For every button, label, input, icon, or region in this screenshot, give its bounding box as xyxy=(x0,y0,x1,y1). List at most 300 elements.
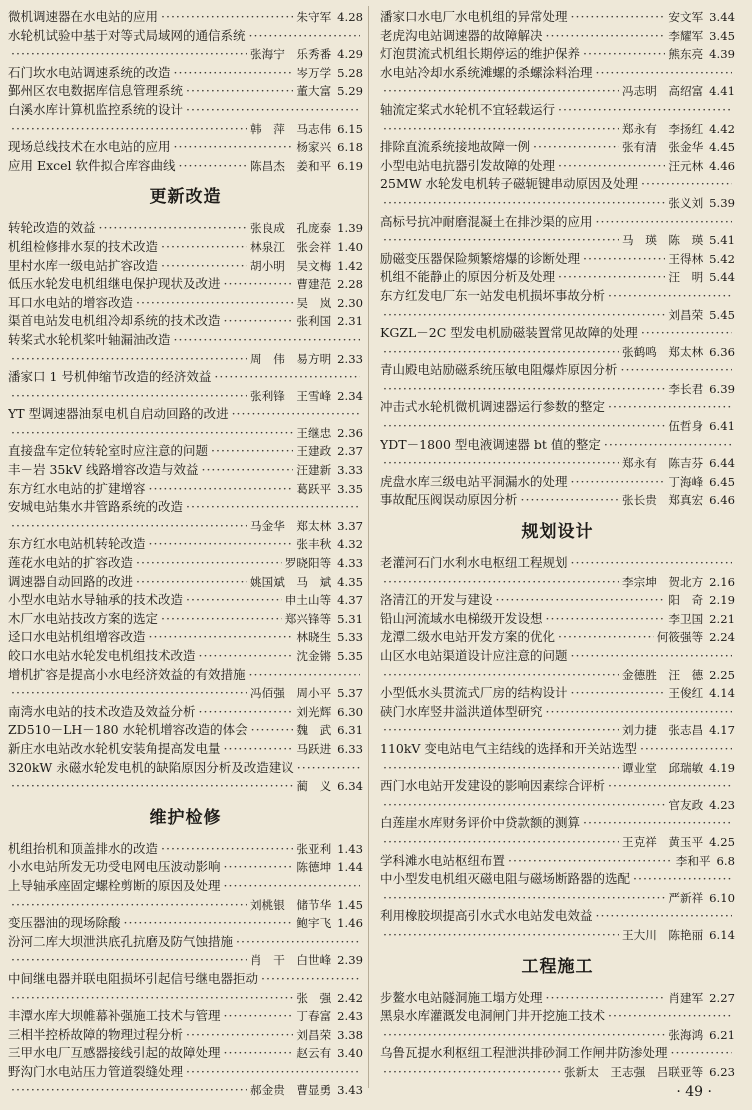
entry-title-line xyxy=(380,213,735,232)
entry-title: 老灌河石门水利水电枢纽工程规划 xyxy=(380,555,568,571)
dot-leader xyxy=(11,777,293,796)
dot-leader xyxy=(186,101,360,120)
dot-leader xyxy=(161,238,247,257)
entry-page: 6.21 xyxy=(709,1027,735,1042)
dot-leader xyxy=(249,666,360,685)
dot-leader xyxy=(608,1007,732,1026)
entry-title: 110kV 变电站电气主结线的选择和开关站选型 xyxy=(380,740,637,756)
dot-leader xyxy=(546,703,732,722)
dot-leader xyxy=(383,1063,561,1082)
entry-authors: 王克祥 黄玉平 xyxy=(622,834,704,849)
dot-leader xyxy=(608,398,732,417)
entry-credit-line xyxy=(8,350,363,369)
entry-page: 2.27 xyxy=(709,990,735,1005)
entry-authors: 何筱强等 xyxy=(656,630,704,645)
dot-leader xyxy=(383,889,665,908)
entry-title: 洛清江的开发与建设 xyxy=(380,592,493,608)
toc-entry xyxy=(380,268,735,287)
entry-title-line xyxy=(380,647,735,666)
entry-authors: 李长君 xyxy=(668,381,704,396)
entry-authors: 刘昌荣 xyxy=(668,307,704,322)
entry-page: 6.45 xyxy=(709,474,735,489)
entry-page: 2.36 xyxy=(337,425,363,440)
entry-credit-line xyxy=(380,231,735,250)
dot-leader xyxy=(224,877,360,896)
entry-page: 4.14 xyxy=(709,686,735,701)
toc-entry xyxy=(380,213,735,250)
toc-entry xyxy=(8,703,363,722)
toc-entry xyxy=(380,1007,735,1044)
toc-entry xyxy=(380,287,735,324)
dot-leader xyxy=(11,989,293,1008)
entry-page: 3.33 xyxy=(337,463,363,478)
dot-leader xyxy=(496,591,666,610)
dot-leader xyxy=(174,331,360,350)
entry-title-line xyxy=(380,777,735,796)
entry-title: 安城电站集水井管路系统的改造 xyxy=(8,499,184,515)
entry-line xyxy=(380,610,735,629)
dot-leader xyxy=(558,101,732,120)
dot-leader xyxy=(383,82,619,101)
entry-authors: 杨家兴 xyxy=(296,140,332,155)
entry-title-line xyxy=(8,368,363,387)
entry-title: 小型低水头贯流式厂房的结构设计 xyxy=(380,685,568,701)
entry-page: 5.45 xyxy=(709,307,735,322)
entry-credit-line xyxy=(380,343,735,362)
entry-title: 铅山河流域水电梯级开发设想 xyxy=(380,610,543,626)
toc-entry xyxy=(8,1026,363,1045)
toc-entry xyxy=(8,294,363,313)
right-column xyxy=(380,8,735,1081)
entry-authors: 伍哲身 xyxy=(668,419,704,434)
dot-leader xyxy=(199,703,294,722)
toc-entry xyxy=(8,858,363,877)
toc-entry xyxy=(8,1044,363,1063)
dot-leader xyxy=(11,951,247,970)
entry-page: 2.43 xyxy=(337,1009,363,1024)
toc-entry xyxy=(8,666,363,703)
entry-page: 6.30 xyxy=(337,704,363,719)
entry-page: 4.23 xyxy=(709,797,735,812)
entry-page: 6.44 xyxy=(709,456,735,471)
dot-leader xyxy=(596,64,732,83)
entry-line xyxy=(8,219,363,238)
entry-line xyxy=(8,442,363,461)
entry-title: 机组抬机和顶盖排水的改造 xyxy=(8,840,159,856)
entry-authors: 谭业堂 邱瑞敏 xyxy=(622,760,704,775)
dot-leader xyxy=(224,740,294,759)
entry-line xyxy=(380,684,735,703)
toc-entry xyxy=(380,628,735,647)
entry-title-line xyxy=(380,740,735,759)
page-number: · 49 · xyxy=(676,1084,712,1100)
dot-leader xyxy=(571,473,666,492)
entry-line xyxy=(8,1007,363,1026)
toc-entry xyxy=(380,684,735,703)
entry-line xyxy=(380,250,735,269)
entry-page: 4.46 xyxy=(709,158,735,173)
entry-title: KGZL－2C 型发电机励磁装置常见故障的处理 xyxy=(380,325,638,341)
entry-page: 2.42 xyxy=(337,990,363,1005)
dot-leader xyxy=(249,27,360,46)
entry-line xyxy=(8,647,363,666)
dot-leader xyxy=(161,840,293,859)
entry-title-line xyxy=(380,870,735,889)
entry-title-line xyxy=(8,101,363,120)
toc-entry xyxy=(8,1063,363,1100)
entry-page: 6.41 xyxy=(709,419,735,434)
dot-leader xyxy=(11,387,247,406)
entry-page: 5.41 xyxy=(709,233,735,248)
entry-authors: 冯志明 高绍富 xyxy=(622,84,704,99)
entry-credit-line xyxy=(380,721,735,740)
entry-page: 5.29 xyxy=(337,84,363,99)
toc-entry xyxy=(8,331,363,368)
toc-entry xyxy=(8,64,363,83)
entry-line xyxy=(8,294,363,313)
dot-leader xyxy=(571,8,666,27)
entry-title: 320kW 永磁水轮发电机的缺陷原因分析及改造建议 xyxy=(8,759,294,775)
entry-line xyxy=(380,628,735,647)
dot-leader xyxy=(174,138,294,157)
entry-line xyxy=(8,257,363,276)
entry-title: 西门水电站开发建设的影响因素综合评析 xyxy=(380,778,606,794)
dot-leader xyxy=(11,1081,247,1100)
entry-title: 小型水电站水导轴承的技术改造 xyxy=(8,592,184,608)
entry-authors: 韩 萍 马志伟 xyxy=(250,121,332,136)
dot-leader xyxy=(149,535,294,554)
dot-leader xyxy=(224,275,294,294)
dot-leader xyxy=(596,907,732,926)
dot-leader xyxy=(583,814,732,833)
section-heading: 更新改造 xyxy=(149,187,222,208)
entry-line xyxy=(8,312,363,331)
dot-leader xyxy=(571,554,732,573)
entry-title: 潘家口 1 号机伸缩节改造的经济效益 xyxy=(8,369,212,385)
entry-title-line xyxy=(380,324,735,343)
entry-authors: 曹建范 xyxy=(296,277,332,292)
dot-leader xyxy=(383,306,665,325)
entry-line xyxy=(8,1044,363,1063)
entry-credit-line xyxy=(380,759,735,778)
entry-title: 25MW 水轮发电机转子磁轭键串动原因及处理 xyxy=(380,176,639,192)
toc-entry xyxy=(380,1044,735,1081)
entry-title: 南湾水电站的技术改造及效益分析 xyxy=(8,703,196,719)
entry-authors: 张丰秋 xyxy=(296,537,332,552)
entry-credit-line xyxy=(8,951,363,970)
entry-credit-line xyxy=(8,1081,363,1100)
entry-page: 2.28 xyxy=(337,277,363,292)
entry-page: 4.17 xyxy=(709,723,735,738)
entry-authors: 张良成 孔庞泰 xyxy=(250,221,332,236)
entry-page: 4.25 xyxy=(709,834,735,849)
entry-page: 6.23 xyxy=(709,1064,735,1079)
entry-authors: 肖建军 xyxy=(668,990,704,1005)
entry-title: 应用 Excel 软件拟合库容曲线 xyxy=(8,157,176,173)
entry-credit-line xyxy=(380,889,735,908)
dot-leader xyxy=(596,213,732,232)
dot-leader xyxy=(11,350,247,369)
entry-title: 三相半控桥故障的物理过程分析 xyxy=(8,1026,184,1042)
dot-leader xyxy=(124,914,294,933)
dot-leader xyxy=(558,628,654,647)
entry-credit-line xyxy=(380,82,735,101)
toc-entry xyxy=(380,398,735,435)
dot-leader xyxy=(136,294,293,313)
dot-leader xyxy=(571,647,732,666)
entry-title: 鄞州区农电数据库信息管理系统 xyxy=(8,83,184,99)
entry-line xyxy=(8,238,363,257)
entry-line xyxy=(8,480,363,499)
dot-leader xyxy=(161,257,247,276)
entry-title: 上导轴承座固定螺栓剪断的原因及处理 xyxy=(8,877,221,893)
toc-entry xyxy=(8,368,363,405)
entry-authors: 郑永有 陈吉芬 xyxy=(622,456,704,471)
entry-title: 耳口水电站的增容改造 xyxy=(8,294,134,310)
toc-entry xyxy=(380,740,735,777)
entry-authors: 郑兴锋等 xyxy=(284,611,332,626)
toc-entry xyxy=(8,238,363,257)
entry-line xyxy=(8,628,363,647)
entry-line xyxy=(8,64,363,83)
entry-authors: 汪 明 xyxy=(668,270,704,285)
entry-line xyxy=(380,491,735,510)
dot-leader xyxy=(251,721,294,740)
entry-authors: 葛跃平 xyxy=(296,481,332,496)
dot-leader xyxy=(11,517,247,536)
entry-page: 1.40 xyxy=(337,239,363,254)
toc-entry xyxy=(8,8,363,27)
dot-leader xyxy=(558,268,665,287)
dot-leader xyxy=(583,250,665,269)
entry-title-line xyxy=(380,398,735,417)
entry-authors: 丁海峰 xyxy=(668,474,704,489)
entry-title: YDT－1800 型电液调速器 bt 值的整定 xyxy=(380,436,601,452)
entry-title: 变压器油的现场除酸 xyxy=(8,915,121,931)
dot-leader xyxy=(383,926,619,945)
entry-authors: 张 强 xyxy=(296,990,332,1005)
entry-title: 现场总线技术在水电站的应用 xyxy=(8,139,171,155)
entry-credit-line xyxy=(8,120,363,139)
entry-title-line xyxy=(380,436,735,455)
entry-page: 4.37 xyxy=(337,593,363,608)
toc-entry xyxy=(8,312,363,331)
entry-page: 6.18 xyxy=(337,140,363,155)
toc-entry xyxy=(8,535,363,554)
entry-credit-line xyxy=(380,306,735,325)
entry-title: 转桨式水轮机桨叶轴漏油改造 xyxy=(8,331,171,347)
dot-leader xyxy=(383,666,619,685)
entry-title: 利用橡胶坝提高引水式水电站发电效益 xyxy=(380,908,593,924)
entry-authors: 陈昌杰 姜和平 xyxy=(250,158,332,173)
entry-page: 5.39 xyxy=(709,195,735,210)
entry-authors: 张鹤鸣 郑太林 xyxy=(622,344,704,359)
dot-leader xyxy=(199,647,294,666)
entry-authors: 张利锋 王雪峰 xyxy=(250,388,332,403)
entry-title: 中间继电器并联电阻损坏引起信号继电器拒动 xyxy=(8,970,259,986)
toc-entry xyxy=(380,45,735,64)
entry-authors: 王建政 xyxy=(296,444,332,459)
entry-line xyxy=(8,157,363,176)
dot-leader xyxy=(11,45,247,64)
entry-authors: 林泉江 张会祥 xyxy=(250,239,332,254)
toc-entry xyxy=(380,436,735,473)
dot-leader xyxy=(383,380,665,399)
toc-entry xyxy=(380,989,735,1008)
entry-page: 2.33 xyxy=(337,351,363,366)
entry-page: 1.44 xyxy=(337,860,363,875)
entry-page: 1.42 xyxy=(337,258,363,273)
entry-authors: 官友政 xyxy=(668,797,704,812)
dot-leader xyxy=(546,27,666,46)
entry-line xyxy=(8,703,363,722)
entry-credit-line xyxy=(8,45,363,64)
toc-entry xyxy=(8,405,363,442)
dot-leader xyxy=(211,442,293,461)
entry-title: 东方红发电厂东一站发电机损坏事故分析 xyxy=(380,287,606,303)
dot-leader xyxy=(641,175,732,194)
dot-leader xyxy=(633,870,732,889)
dot-leader xyxy=(297,759,360,778)
entry-title: 迳口水电站机组增容改造 xyxy=(8,629,146,645)
dot-leader xyxy=(640,740,732,759)
dot-leader xyxy=(383,573,619,592)
toc-entry xyxy=(8,461,363,480)
entry-title: 莲花水电站的扩容改造 xyxy=(8,555,134,571)
entry-credit-line xyxy=(380,417,735,436)
dot-leader xyxy=(186,1026,293,1045)
entry-title: 东方红水电站的扩建增容 xyxy=(8,480,146,496)
entry-title: 皎口水电站水轮发电机组技术改造 xyxy=(8,648,196,663)
entry-credit-line xyxy=(8,424,363,443)
entry-title-line xyxy=(8,331,363,350)
entry-authors: 朱守军 xyxy=(296,10,332,24)
toc-entry xyxy=(380,175,735,212)
entry-credit-line xyxy=(380,796,735,815)
dot-leader xyxy=(383,343,619,362)
entry-title: 丰潭水库大坝帷幕补强施工技术与管理 xyxy=(8,1008,221,1024)
entry-title: 东方红水电站机转轮改造 xyxy=(8,536,146,552)
entry-title: 小水电站所发无功受电网电压波动影响 xyxy=(8,859,221,875)
entry-title: 里村水库一级电站扩容改造 xyxy=(8,257,159,273)
dot-leader xyxy=(641,324,732,343)
entry-title: 木厂水电站技改方案的选定 xyxy=(8,610,159,626)
entry-line xyxy=(380,473,735,492)
entry-title: 山区水电站渠道设计应注意的问题 xyxy=(380,648,568,663)
dot-leader xyxy=(671,1044,732,1063)
entry-authors: 严新祥 xyxy=(668,890,704,905)
entry-credit-line xyxy=(380,120,735,139)
entry-authors: 张亚利 xyxy=(296,841,332,856)
dot-leader xyxy=(533,138,619,157)
entry-authors: 刘光辉 xyxy=(296,704,332,719)
entry-authors: 岑万学 xyxy=(296,65,332,80)
dot-leader xyxy=(383,796,665,815)
dot-leader xyxy=(608,287,732,306)
dot-leader xyxy=(149,480,294,499)
dot-leader xyxy=(186,1063,360,1082)
entry-title-line xyxy=(380,1044,735,1063)
toc-entry xyxy=(8,442,363,461)
dot-leader xyxy=(621,361,732,380)
entry-title: 汾河二库大坝泄洪底孔抗磨及防气蚀措施 xyxy=(8,933,234,949)
toc-entry xyxy=(8,647,363,666)
entry-page: 4.39 xyxy=(709,47,735,62)
entry-line xyxy=(8,82,363,101)
entry-title: 硖门水库竖井溢洪道体型研究 xyxy=(380,703,543,719)
entry-page: 5.35 xyxy=(337,649,363,663)
toc-entry xyxy=(8,740,363,759)
entry-page: 2.30 xyxy=(337,295,363,310)
dot-leader xyxy=(383,120,619,139)
toc-entry xyxy=(380,27,735,46)
entry-title: 学科滩水电站枢纽布置 xyxy=(380,852,506,868)
toc-entry xyxy=(380,361,735,398)
entry-authors: 张有清 张金华 xyxy=(622,140,704,155)
entry-page: 2.34 xyxy=(337,388,363,403)
entry-authors: 姚国斌 马 斌 xyxy=(250,574,332,589)
entry-line xyxy=(8,275,363,294)
entry-authors: 李耀军 xyxy=(668,28,704,43)
toc-entry xyxy=(380,324,735,361)
entry-line xyxy=(380,8,735,27)
entry-page: 4.41 xyxy=(709,84,735,99)
entry-title: 石门坎水电站调速系统的改造 xyxy=(8,64,171,80)
dot-leader xyxy=(583,45,665,64)
entry-line xyxy=(380,268,735,287)
toc-entry xyxy=(380,250,735,269)
entry-title: YT 型调速器油泵电机自启动回路的改进 xyxy=(8,406,229,422)
entry-line xyxy=(8,740,363,759)
entry-title: 新庄水电站改水轮机安装角提高发电量 xyxy=(8,740,221,756)
entry-page: 6.14 xyxy=(709,927,735,942)
entry-page: 2.16 xyxy=(709,574,735,589)
dot-leader xyxy=(179,157,247,176)
entry-credit-line xyxy=(8,989,363,1008)
entry-title-line xyxy=(380,703,735,722)
dot-leader xyxy=(571,684,666,703)
entry-credit-line xyxy=(380,380,735,399)
entry-title: 老虎沟电站调速器的故障解决 xyxy=(380,27,543,43)
dot-leader xyxy=(186,591,282,610)
entry-line xyxy=(8,591,363,610)
toc-entry xyxy=(380,157,735,176)
entry-page: 5.33 xyxy=(337,630,363,645)
entry-line xyxy=(8,535,363,554)
entry-authors: 马跃进 xyxy=(296,741,332,756)
entry-authors: 张利国 xyxy=(296,314,332,329)
entry-credit-line xyxy=(380,833,735,852)
toc-entry xyxy=(8,257,363,276)
dot-leader xyxy=(546,989,666,1008)
toc-entry xyxy=(8,101,363,138)
dot-leader xyxy=(186,498,360,517)
entry-title-line xyxy=(8,498,363,517)
entry-authors: 董大富 xyxy=(296,84,332,99)
entry-authors: 张长贵 郑真宏 xyxy=(622,493,704,508)
entry-line xyxy=(8,721,363,740)
entry-page: 6.15 xyxy=(337,121,363,136)
entry-authors: 李宗坤 贺北方 xyxy=(622,574,704,589)
toc-entry xyxy=(8,840,363,859)
entry-authors: 李卫国 xyxy=(668,611,704,626)
dot-leader xyxy=(214,368,360,387)
toc-entry xyxy=(8,573,363,592)
entry-title-line xyxy=(380,1007,735,1026)
dot-leader xyxy=(236,933,360,952)
entry-page: 2.25 xyxy=(709,667,735,682)
entry-title: 低压水轮发电机组继电保护现状及改进 xyxy=(8,276,221,292)
